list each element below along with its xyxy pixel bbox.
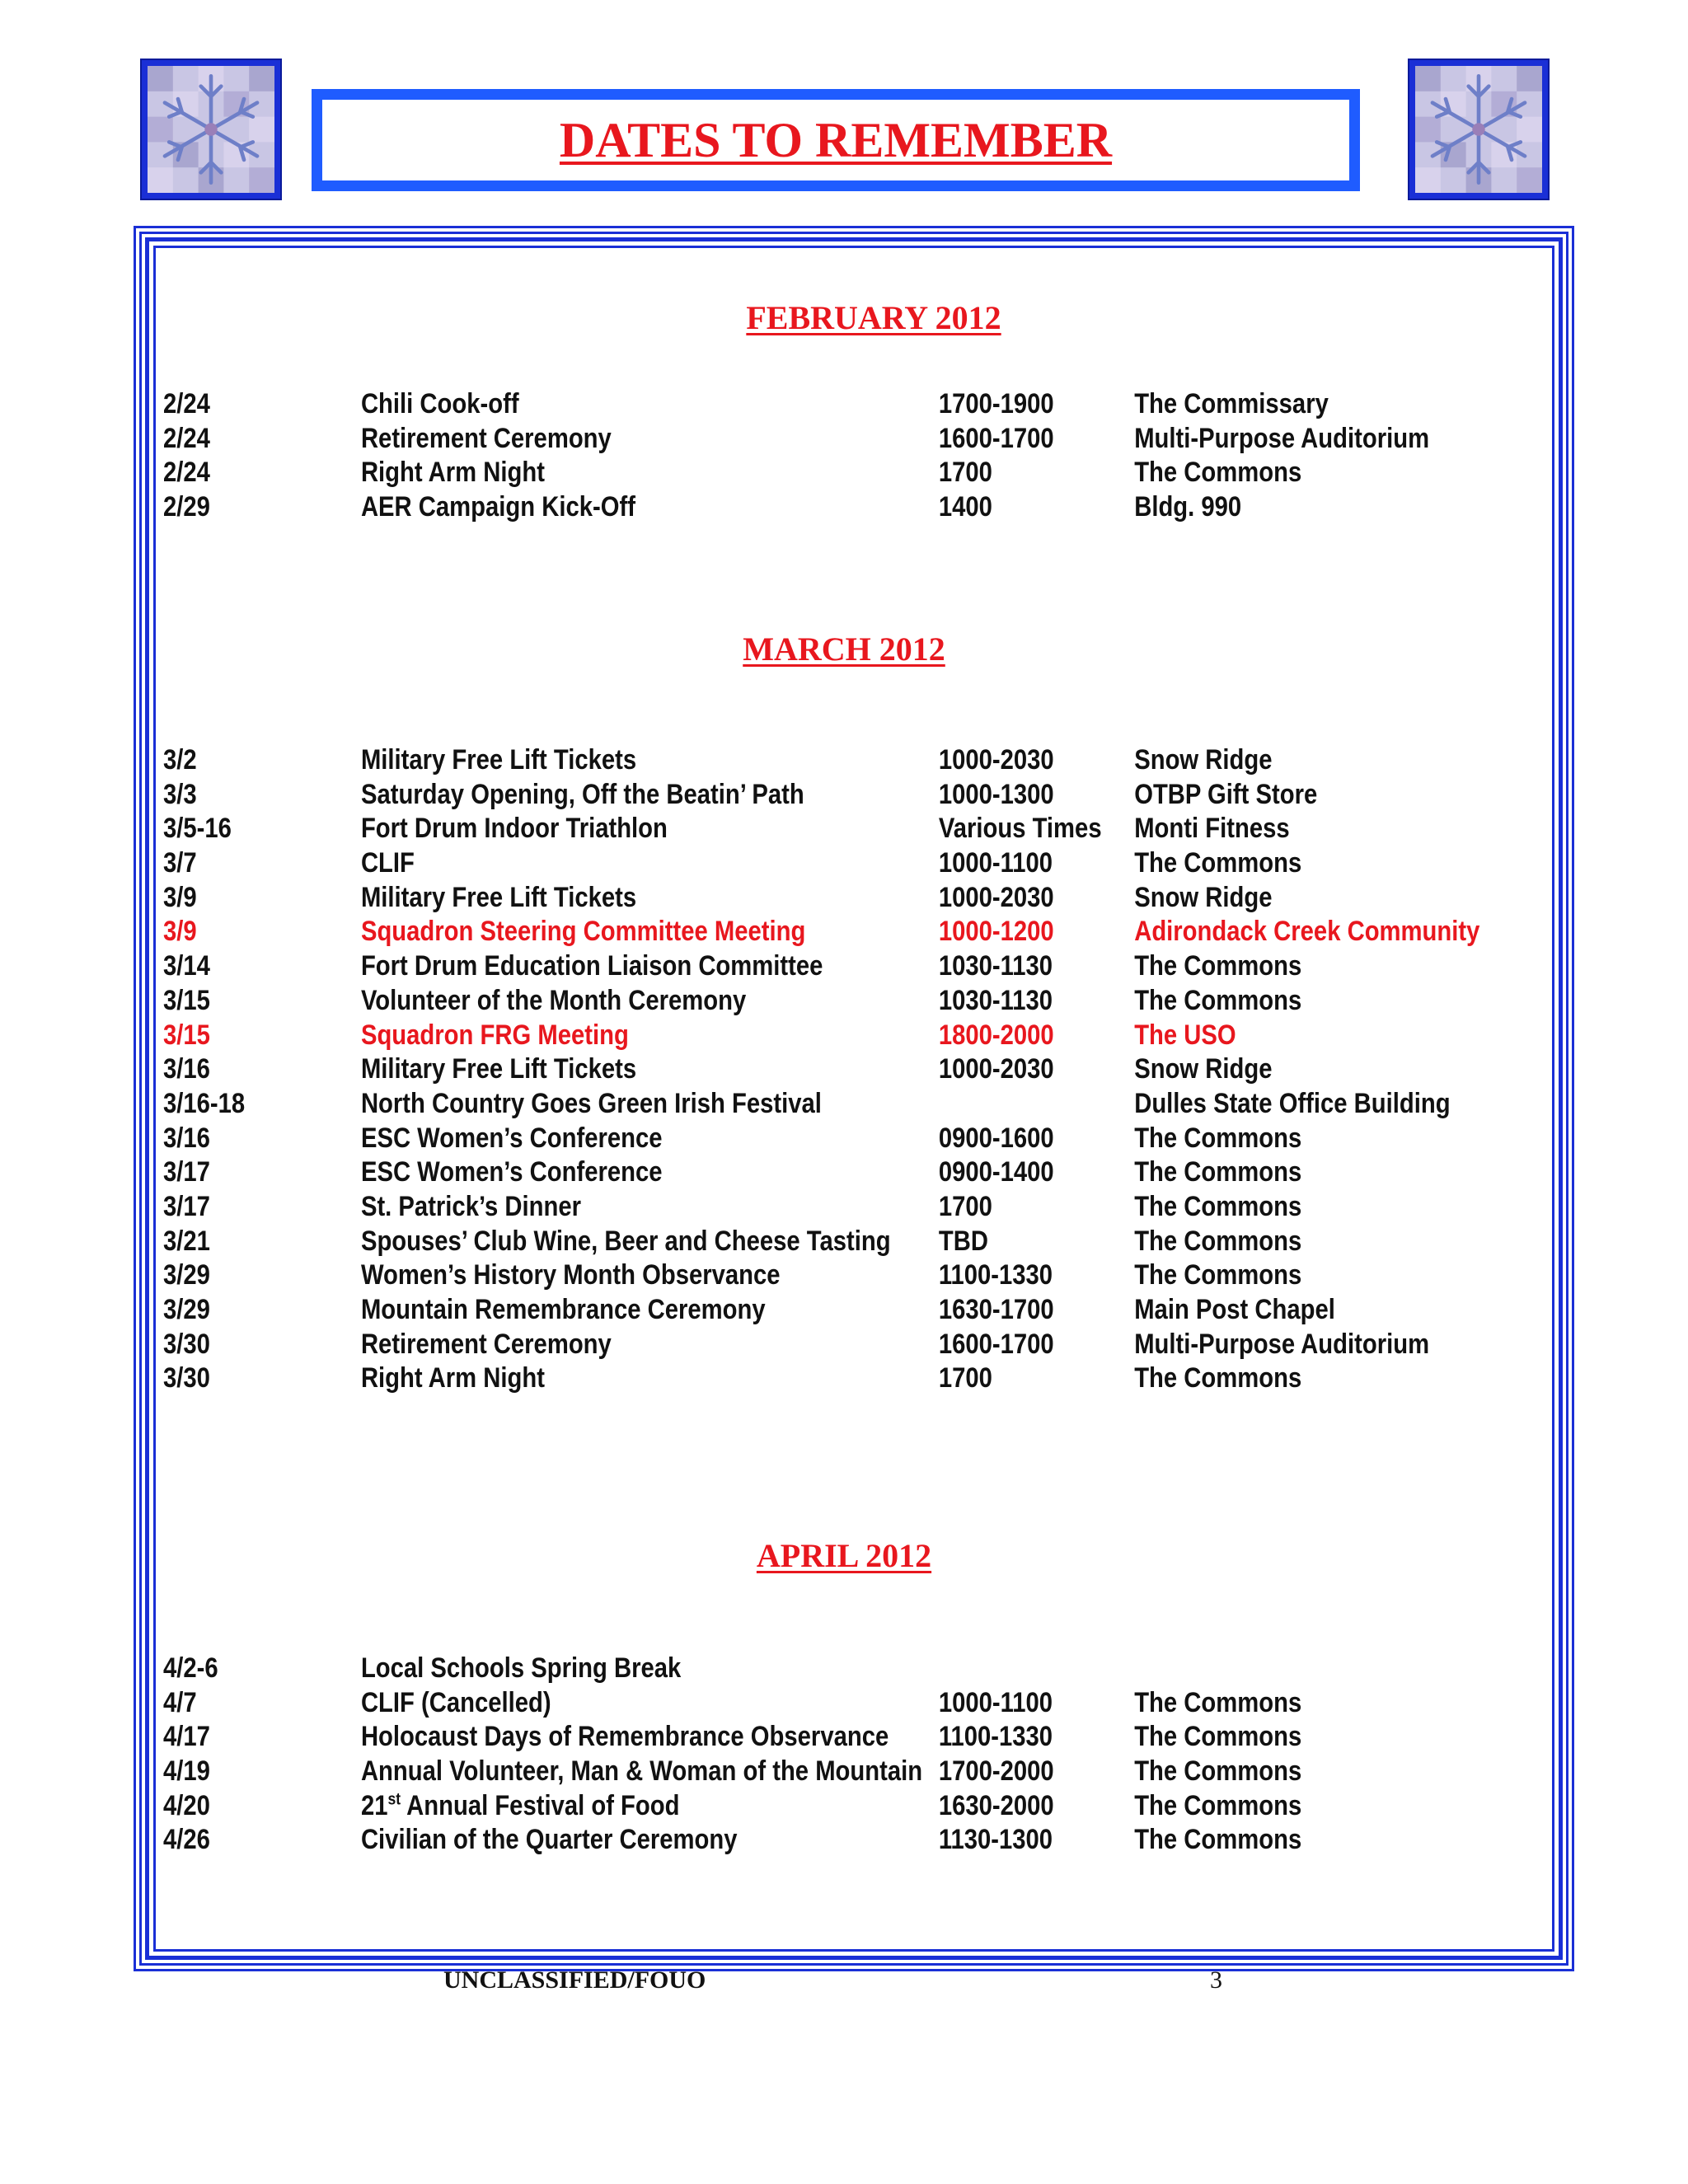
event-row bbox=[163, 387, 1581, 422]
event-location: The Commons bbox=[1134, 1755, 1302, 1788]
event-row bbox=[163, 1052, 1581, 1087]
event-time: Various Times bbox=[938, 813, 1102, 845]
section-heading-february: FEBRUARY 2012 bbox=[746, 299, 1001, 336]
event-date: 4/2-6 bbox=[163, 1652, 218, 1684]
snowflake-icon bbox=[142, 60, 280, 199]
event-time: 1000-1300 bbox=[938, 778, 1054, 810]
event-date: 3/5-16 bbox=[163, 813, 232, 845]
event-time: 1000-2030 bbox=[938, 744, 1054, 776]
event-date: 3/30 bbox=[163, 1362, 210, 1394]
event-name: Squadron FRG Meeting bbox=[360, 1019, 629, 1051]
event-date: 3/30 bbox=[163, 1328, 210, 1360]
event-time: 1000-1100 bbox=[938, 1686, 1053, 1718]
event-location: The Commons bbox=[1134, 1362, 1302, 1394]
event-location: Bldg. 990 bbox=[1134, 491, 1242, 523]
event-date: 3/29 bbox=[163, 1294, 210, 1325]
event-row bbox=[163, 846, 1581, 881]
event-location: The Commons bbox=[1134, 984, 1302, 1016]
event-location: The Commons bbox=[1134, 1190, 1302, 1222]
event-time: 1630-2000 bbox=[938, 1789, 1054, 1821]
event-row bbox=[163, 422, 1581, 457]
event-location: OTBP Gift Store bbox=[1134, 778, 1318, 810]
event-name: Annual Volunteer, Man & Woman of the Mountain bbox=[360, 1755, 923, 1788]
event-time: 1100-1330 bbox=[938, 1721, 1053, 1753]
event-name: Mountain Remembrance Ceremony bbox=[360, 1294, 766, 1325]
event-row bbox=[163, 949, 1581, 984]
event-name: Retirement Ceremony bbox=[360, 1328, 612, 1360]
event-time: 1800-2000 bbox=[938, 1019, 1054, 1051]
snowflake-icon bbox=[1409, 60, 1548, 199]
event-row bbox=[163, 1122, 1581, 1156]
event-name: AER Campaign Kick-Off bbox=[360, 491, 635, 523]
event-name: Chili Cook-off bbox=[360, 388, 519, 419]
event-location: The Commons bbox=[1134, 1259, 1302, 1291]
event-location: The Commons bbox=[1134, 1156, 1302, 1188]
event-row bbox=[163, 743, 1581, 778]
event-time: 1030-1130 bbox=[938, 984, 1053, 1016]
event-time: 0900-1400 bbox=[938, 1156, 1054, 1188]
section-heading-april: APRIL 2012 bbox=[756, 1537, 932, 1574]
event-row bbox=[163, 1823, 1581, 1858]
snowflake-icon-graphic bbox=[1415, 66, 1542, 193]
event-row bbox=[163, 1019, 1581, 1053]
event-name: St. Patrick’s Dinner bbox=[360, 1190, 581, 1222]
event-location: Snow Ridge bbox=[1134, 1053, 1273, 1085]
event-date: 2/24 bbox=[163, 457, 210, 489]
event-date: 2/29 bbox=[163, 491, 210, 523]
event-row bbox=[163, 812, 1581, 846]
event-row bbox=[163, 1686, 1581, 1721]
event-date: 3/29 bbox=[163, 1259, 210, 1291]
event-date: 2/24 bbox=[163, 388, 210, 419]
event-date: 3/15 bbox=[163, 1019, 210, 1051]
event-time: 1100-1330 bbox=[938, 1259, 1053, 1291]
event-date: 3/15 bbox=[163, 984, 210, 1016]
event-row bbox=[163, 1155, 1581, 1190]
event-time: 1600-1700 bbox=[938, 422, 1054, 454]
event-name: Military Free Lift Tickets bbox=[360, 744, 637, 776]
event-location: The Commons bbox=[1134, 1789, 1302, 1821]
event-name: Spouses’ Club Wine, Beer and Cheese Tasting bbox=[360, 1225, 891, 1257]
event-name: CLIF (Cancelled) bbox=[360, 1686, 551, 1718]
event-time: 1000-2030 bbox=[938, 881, 1054, 913]
event-date: 3/17 bbox=[163, 1190, 210, 1222]
event-location: Dulles State Office Building bbox=[1134, 1087, 1451, 1119]
event-date: 3/16 bbox=[163, 1122, 210, 1154]
event-date: 3/9 bbox=[163, 916, 197, 948]
event-list-february bbox=[163, 387, 1688, 525]
event-date: 4/19 bbox=[163, 1755, 210, 1788]
event-name: North Country Goes Green Irish Festival bbox=[360, 1087, 822, 1119]
event-name: Volunteer of the Month Ceremony bbox=[360, 984, 747, 1016]
event-location: Multi-Purpose Auditorium bbox=[1134, 422, 1430, 454]
event-row bbox=[163, 1789, 1581, 1824]
event-time: 0900-1600 bbox=[938, 1122, 1054, 1154]
event-row bbox=[163, 1652, 1581, 1686]
event-list-april bbox=[163, 1652, 1688, 1858]
event-location: Adirondack Creek Community bbox=[1134, 916, 1480, 948]
event-time: 1700 bbox=[938, 457, 992, 489]
event-row bbox=[163, 1361, 1581, 1396]
event-date: 3/7 bbox=[163, 847, 197, 879]
event-date: 3/16-18 bbox=[163, 1087, 246, 1119]
event-date: 3/9 bbox=[163, 881, 197, 913]
page-number: 3 bbox=[1210, 1966, 1222, 1994]
event-location: The USO bbox=[1134, 1019, 1236, 1051]
event-date: 3/16 bbox=[163, 1053, 210, 1085]
event-list-march bbox=[163, 743, 1688, 1396]
event-date: 3/3 bbox=[163, 778, 197, 810]
event-location: The Commissary bbox=[1134, 388, 1329, 419]
event-time: 1630-1700 bbox=[938, 1294, 1054, 1325]
event-row bbox=[163, 984, 1581, 1019]
event-row bbox=[163, 1293, 1581, 1328]
event-time: 1400 bbox=[938, 491, 992, 523]
event-time: 1700-2000 bbox=[938, 1755, 1054, 1788]
event-row bbox=[163, 881, 1581, 916]
event-row bbox=[163, 456, 1581, 490]
event-name: Holocaust Days of Remembrance Observance bbox=[360, 1721, 889, 1753]
event-date: 4/26 bbox=[163, 1824, 210, 1856]
event-time: 1700 bbox=[938, 1362, 992, 1394]
event-location: The Commons bbox=[1134, 847, 1302, 879]
event-row bbox=[163, 778, 1581, 813]
event-name: Fort Drum Indoor Triathlon bbox=[360, 813, 668, 845]
event-location: The Commons bbox=[1134, 1824, 1302, 1856]
event-name: Right Arm Night bbox=[360, 1362, 546, 1394]
event-location: Monti Fitness bbox=[1134, 813, 1290, 845]
event-row bbox=[163, 1087, 1581, 1122]
event-name: Right Arm Night bbox=[360, 457, 546, 489]
page-title: DATES TO REMEMBER bbox=[559, 112, 1113, 167]
event-date: 2/24 bbox=[163, 422, 210, 454]
event-date: 4/17 bbox=[163, 1721, 210, 1753]
event-name: Fort Drum Education Liaison Committee bbox=[360, 950, 823, 982]
section-heading-march: MARCH 2012 bbox=[743, 630, 945, 668]
event-name: Local Schools Spring Break bbox=[360, 1652, 682, 1684]
event-date: 4/7 bbox=[163, 1686, 197, 1718]
event-location: The Commons bbox=[1134, 1721, 1302, 1753]
event-name: ESC Women’s Conference bbox=[360, 1156, 663, 1188]
event-name bbox=[361, 1789, 680, 1824]
event-time: 1700 bbox=[938, 1190, 992, 1222]
event-time: 1700-1900 bbox=[938, 388, 1054, 419]
event-date: 3/14 bbox=[163, 950, 210, 982]
event-name: Retirement Ceremony bbox=[360, 422, 612, 454]
event-time: 1130-1300 bbox=[938, 1824, 1053, 1856]
event-time: 1000-1200 bbox=[938, 916, 1054, 948]
event-name: Military Free Lift Tickets bbox=[360, 881, 637, 913]
event-time: 1030-1130 bbox=[938, 950, 1053, 982]
title-banner bbox=[312, 89, 1360, 191]
event-name: Saturday Opening, Off the Beatin’ Path bbox=[360, 778, 804, 810]
event-row bbox=[163, 1190, 1581, 1225]
event-date: 3/21 bbox=[163, 1225, 210, 1257]
event-name: Women’s History Month Observance bbox=[360, 1259, 781, 1291]
event-location: Snow Ridge bbox=[1134, 881, 1273, 913]
event-location: The Commons bbox=[1134, 1122, 1302, 1154]
event-ordinal: 21 bbox=[360, 1789, 388, 1821]
event-location: The Commons bbox=[1134, 950, 1302, 982]
event-time: 1600-1700 bbox=[938, 1328, 1054, 1360]
event-date: 3/17 bbox=[163, 1156, 210, 1188]
event-row bbox=[163, 915, 1581, 949]
event-date: 4/20 bbox=[163, 1789, 210, 1821]
event-row bbox=[163, 490, 1581, 525]
event-row bbox=[163, 1225, 1581, 1259]
event-location: The Commons bbox=[1134, 457, 1302, 489]
event-row bbox=[163, 1258, 1581, 1293]
event-name: Squadron Steering Committee Meeting bbox=[360, 916, 806, 948]
event-time: TBD bbox=[938, 1225, 988, 1257]
event-name: CLIF bbox=[360, 847, 415, 879]
event-row bbox=[163, 1720, 1581, 1755]
event-time: 1000-2030 bbox=[938, 1053, 1054, 1085]
event-row bbox=[163, 1755, 1581, 1789]
event-location: Main Post Chapel bbox=[1134, 1294, 1335, 1325]
event-name: Civilian of the Quarter Ceremony bbox=[360, 1824, 738, 1856]
event-ordinal-suffix: st bbox=[387, 1790, 401, 1809]
event-name-text: Annual Festival of Food bbox=[406, 1789, 680, 1821]
event-location: Multi-Purpose Auditorium bbox=[1134, 1328, 1430, 1360]
event-location: Snow Ridge bbox=[1134, 744, 1273, 776]
event-location: The Commons bbox=[1134, 1686, 1302, 1718]
event-location: The Commons bbox=[1134, 1225, 1302, 1257]
event-row bbox=[163, 1328, 1581, 1362]
snowflake-icon-graphic bbox=[148, 66, 274, 193]
event-date: 3/2 bbox=[163, 744, 197, 776]
event-name: ESC Women’s Conference bbox=[360, 1122, 663, 1154]
event-time: 1000-1100 bbox=[938, 847, 1053, 879]
event-name: Military Free Lift Tickets bbox=[360, 1053, 637, 1085]
classification-label: UNCLASSIFIED/FOUO bbox=[443, 1966, 706, 1994]
